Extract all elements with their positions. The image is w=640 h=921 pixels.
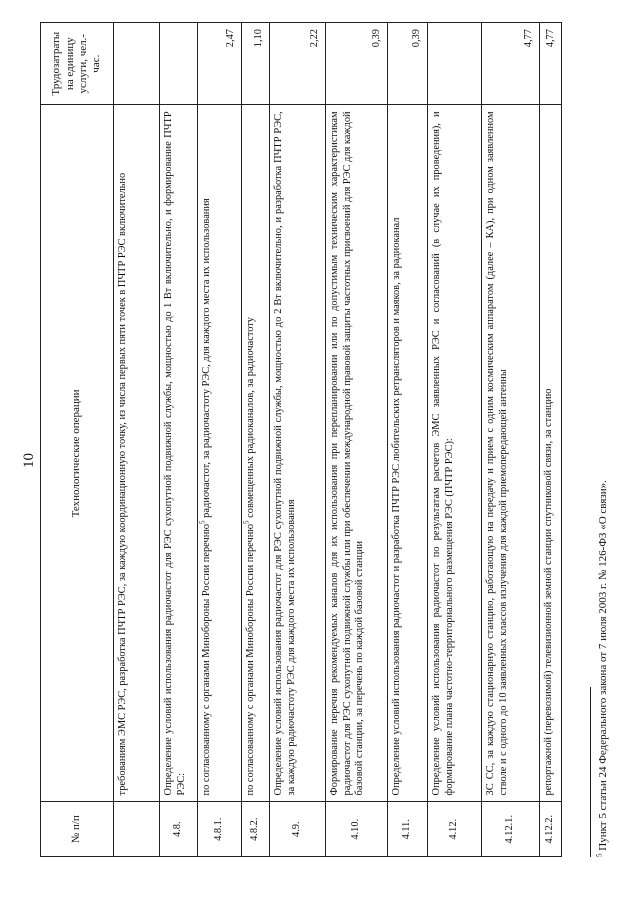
table-row [114, 23, 160, 857]
operation-text: Определение условий использования радиочастот и разработка ПЧТР РЭС любительских ретрансляторов и маяков, за радиоканал [391, 217, 402, 796]
operation-text: Определение условий использования радиочастот для РЭС сухопутной подвижной службы, мощностью до 2 Вт включительно, и разработка ПЧТР РЭС, за каждую радиочастоту РЭС для каждого места их использования [273, 111, 297, 796]
table-row [160, 23, 198, 857]
row-operation [388, 105, 428, 802]
row-labor-cost: 4,77 [482, 23, 540, 105]
row-number: 4.9. [270, 802, 326, 857]
footnote-reference: 5 [242, 520, 251, 524]
row-number: 4.12. [428, 802, 482, 857]
row-labor-cost: 0,39 [388, 23, 428, 105]
row-number: 4.11. [388, 802, 428, 857]
header-labor-cost: Трудозатраты на единицу услуги, чел.-час. [41, 23, 114, 105]
footnote-reference: 5 [198, 520, 207, 524]
row-labor-cost: 0,39 [326, 23, 388, 105]
row-number: 4.10. [326, 802, 388, 857]
table-body [114, 23, 562, 857]
table-row [326, 23, 388, 857]
table-row [198, 23, 242, 857]
table-row [482, 23, 540, 857]
header-operations: Технологические операции [41, 105, 114, 802]
operation-text: по согласованному с органами Минобороны России перечню [201, 523, 212, 796]
table-row [428, 23, 482, 857]
row-operation [114, 105, 160, 802]
table-row [242, 23, 270, 857]
table-row [540, 23, 562, 857]
operation-text: репортажной (перевозимой) телевизионной земной станции спутниковой связи, за станцию [543, 388, 554, 796]
footnote-divider [590, 687, 591, 857]
page-number: 10 [21, 453, 37, 468]
operation-text: по согласованному с органами Минобороны России перечню [245, 523, 256, 796]
row-labor-cost: 1,10 [242, 23, 270, 105]
operation-text: Определение условий использования радиочастот для РЭС сухопутной подвижной службы, мощностью до 1 Вт включительно, и формирование ПЧТР РЭС: [163, 111, 187, 796]
row-labor-cost: 2,47 [198, 23, 242, 105]
row-number [114, 802, 160, 857]
operation-text-tail: совмещенных радиоканалов, за радиочастоту [245, 317, 256, 521]
operation-text: требованиям ЭМС РЭС, разработка ПЧТР РЭС, за каждую координационную точку, из числа первых пяти точек в ПЧТР РЭС включительно [117, 172, 128, 796]
header-number: № п/п [41, 802, 114, 857]
table-row [270, 23, 326, 857]
table-row [388, 23, 428, 857]
row-operation [326, 105, 388, 802]
footnote [597, 480, 609, 857]
row-labor-cost [114, 23, 160, 105]
row-number: 4.8.1. [198, 802, 242, 857]
operation-text: Определение условий использования радиочастот по результатам расчетов ЭМС заявленных РЭС и согласований (в случае их проведения), и формирование плана частотно-территориального размещения РЭС (ПЧТР РЭС): [431, 111, 455, 796]
row-operation [270, 105, 326, 802]
row-operation [482, 105, 540, 802]
footnote-text: Пункт 5 статьи 24 Федерального закона от 7 июля 2003 г. № 126-ФЗ «О связи». [597, 480, 609, 854]
row-number: 4.12.2. [540, 802, 562, 857]
row-labor-cost [428, 23, 482, 105]
operation-text: ЗС СС, за каждую стационарную станцию, работающую на передачу и прием с одним космическим аппаратом (далее – КА), при одном заявленном стволе и с одного до 10 заявленных классов излучения для каждой приемопередающей антенны [485, 111, 509, 796]
row-operation [428, 105, 482, 802]
row-operation [242, 105, 270, 802]
row-operation [160, 105, 198, 802]
footnote-mark: 5 [595, 853, 604, 857]
row-labor-cost: 2,22 [270, 23, 326, 105]
row-operation [540, 105, 562, 802]
row-operation [198, 105, 242, 802]
operations-table [40, 22, 562, 857]
row-labor-cost [160, 23, 198, 105]
row-number: 4.8. [160, 802, 198, 857]
operation-text-tail: радиочастот, за радиочастоту РЭС, для каждого места их использования [201, 198, 212, 521]
operation-text: Формирование перечня рекомендуемых каналов для их использования при перепланировании или по допустимым техническим характеристикам радиочастот для РЭС сухопутной подвижной службы или при обеспечении международной правовой защиты частотных присвоений для РЭС для каждой базовой станции, за перечень по каждой базовой станции [329, 111, 366, 796]
row-number: 4.8.2. [242, 802, 270, 857]
table-header-row [41, 23, 114, 857]
row-labor-cost: 4,77 [540, 23, 562, 105]
row-number: 4.12.1. [482, 802, 540, 857]
